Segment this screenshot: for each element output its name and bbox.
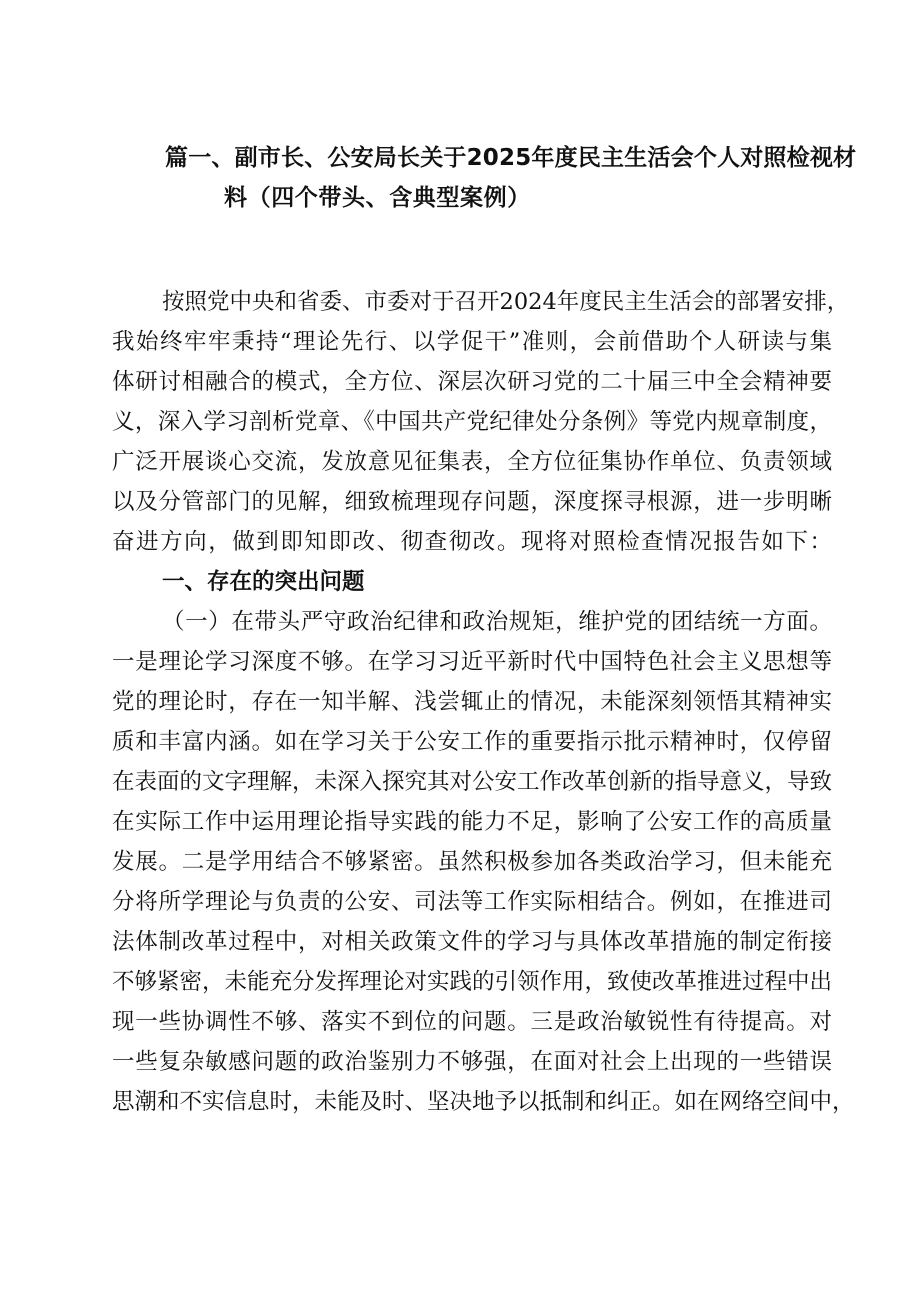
paragraph-1-line: 体研讨相融合的模式，全方位、深层次研习党的二十届三中全会精神要 <box>112 369 832 395</box>
section-heading: 一、存在的突出问题 <box>162 569 365 595</box>
paragraph-1-line: 以及分管部门的见解，细致梳理现存问题，深度探寻根源，进一步明晰 <box>112 489 832 515</box>
document-title-line-2: 料（四个带头、含典型案例） <box>224 185 531 211</box>
paragraph-2-line: 不够紧密，未能充分发挥理论对实践的引领作用，致使改革推进过程中出 <box>112 969 833 995</box>
document-body <box>112 282 855 1122</box>
paragraph-2-line: 分将所学理论与负责的公安、司法等工作实际相结合。例如，在推进司 <box>112 889 832 915</box>
paragraph-2-line: 在实际工作中运用理论指导实践的能力不足，影响了公安工作的高质量 <box>112 809 832 835</box>
paragraph-1-line: 义，深入学习剖析党章、《中国共产党纪律处分条例》等党内规章制度， <box>112 409 832 435</box>
paragraph-1-line: 广泛开展谈心交流，发放意见征集表，全方位征集协作单位、负责领域 <box>112 449 832 475</box>
paragraph-2-line: 现一些协调性不够、落实不到位的问题。三是政治敏锐性有待提高。对 <box>112 1009 832 1035</box>
paragraph-2-line: （一）在带头严守政治纪律和政治规矩，维护党的团结统一方面。 <box>162 609 832 635</box>
paragraph-2-line: 法体制改革过程中，对相关政策文件的学习与具体改革措施的制定衔接 <box>112 929 832 955</box>
paragraph-2-line: 质和丰富内涵。如在学习关于公安工作的重要指示批示精神时，仅停留 <box>112 729 832 755</box>
paragraph-2-line: 党的理论时，存在一知半解、浅尝辄止的情况，未能深刻领悟其精神实 <box>112 689 832 715</box>
document-title-line-1: 篇一、副市长、公安局长关于2025年度民主生活会个人对照检视材 <box>165 145 857 171</box>
paragraph-2-line: 发展。二是学用结合不够紧密。虽然积极参加各类政治学习，但未能充 <box>112 849 832 875</box>
paragraph-1-line: 我始终牢牢秉持“理论先行、以学促干”准则，会前借助个人研读与集 <box>112 329 832 355</box>
paragraph-1-line: 按照党中央和省委、市委对于召开2024年度民主生活会的部署安排， <box>162 289 850 315</box>
paragraph-2-line: 在表面的文字理解，未深入探究其对公安工作改革创新的指导意义，导致 <box>112 769 833 795</box>
paragraph-2-line: 一些复杂敏感问题的政治鉴别力不够强，在面对社会上出现的一些错误 <box>112 1049 832 1075</box>
paragraph-2-line: 一是理论学习深度不够。在学习习近平新时代中国特色社会主义思想等 <box>112 649 832 675</box>
paragraph-2-line: 思潮和不实信息时，未能及时、坚决地予以抵制和纠正。如在网络空间中， <box>112 1089 855 1115</box>
paragraph-1-line: 奋进方向，做到即知即改、彻查彻改。现将对照检查情况报告如下： <box>112 529 832 555</box>
